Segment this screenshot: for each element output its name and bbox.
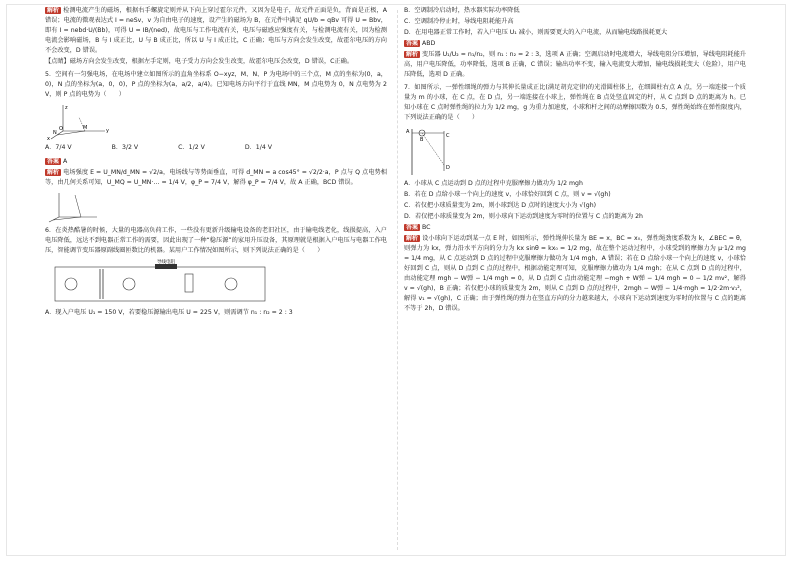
question-7-option-d-text: D．若仅把小球质量变为 2m，则小球向下运动到速度为零时的位置与 C 点的距离为 2h (404, 213, 643, 220)
circuit-diagram (45, 259, 275, 305)
pq-line (75, 195, 81, 217)
question-6-text: 6．在炎热酷暑的时候，大量的电器高负荷工作，一些没有更新升级输电设备的老旧社区，由于输电线老化，线损提高，入户电压降低，远达不到电器正常工作的需要，因此出现了一种“稳压源”的家用升压设备，其原理就是根据入户电压与电器工作电压，智能调节变压器原副线圈匝数比的机器。某用户工作情况如图所示，则下列说法正确的是（ ） (45, 227, 387, 254)
answer-tag: 答案 (47, 158, 60, 165)
origin-label: O (59, 126, 63, 132)
explanation-7 (404, 234, 746, 314)
y-label: y (106, 128, 109, 134)
column-separator (397, 10, 398, 550)
question-7-option-b-text: B．若在 D 点给小球一个向上的速度 v，小球恰好回到 C 点，则 v = √(gh) (404, 191, 611, 198)
question-6-option-c (404, 17, 746, 27)
spring-diagram (404, 125, 464, 177)
question-6 (45, 226, 387, 256)
question-6-option-d (404, 28, 746, 38)
explanation-5 (45, 168, 387, 188)
note-text: 【点睛】磁场方向会发生改变，根据左手定则，电子受力方向会发生改变，故霍尔电压会改变，D 错误，C (45, 58, 335, 65)
question-7-option-d (404, 212, 746, 222)
m-label: M (83, 125, 88, 131)
label-b: B (420, 137, 424, 143)
question-7-option-a (404, 179, 746, 189)
answer-5 (45, 157, 387, 167)
analysis-tag: 解析 (406, 51, 419, 58)
question-7-option-c (404, 201, 746, 211)
explanation-6 (404, 50, 746, 80)
answer-6-value: ABD (422, 40, 436, 47)
z-label: z (65, 105, 68, 111)
question-7-option-b (404, 190, 746, 200)
option-b: B．3/2 V (111, 144, 139, 151)
circuit-outline (55, 267, 265, 301)
mn-line-2 (53, 217, 81, 220)
x-label: x (47, 136, 50, 141)
rope-diagonal (422, 133, 444, 165)
left-column (45, 6, 387, 319)
explanation-5-text: 电场强度 E = U_MN/d_MN = √2/a，电场线与等势面垂直，可得 d_MN = a cos45° = √2/2·a，P 点与 Q 点电势相等，由几何关系可知，U_MQ = U_MN·… = 1/4 V，φ_P = 7/4 V，解得 φ_P = 7/4 V，故 A 正确，BCD 错误。 (45, 169, 387, 186)
analysis-tag: 解析 (47, 169, 60, 176)
question-7-option-c-text: C．若仅把小球质量变为 2m，则小球到达 D 点时的速度大小为 √(gh) (404, 202, 597, 209)
air-conditioner (225, 278, 237, 290)
question-6-option-b-text: B．空调制冷启动时，热水器实际功率降低 (404, 7, 520, 14)
n-label: N (53, 130, 57, 136)
question-6-option-a-text: A．现入户电压 U₁ = 150 V，若要稳压源输出电压 U = 225 V，则需调节 n₁ : n₂ = 2 : 3 (45, 309, 293, 316)
coordinate-diagram (45, 101, 115, 141)
label-c: C (446, 133, 450, 139)
circuit-figure (45, 259, 275, 305)
analysis-paragraph (45, 6, 387, 56)
question-5-options (45, 143, 387, 153)
answer-7 (404, 223, 746, 233)
question-6-option-a (45, 308, 387, 318)
input-voltmeter (65, 278, 77, 290)
answer-7-value: BC (422, 224, 431, 231)
coordinate-figure (45, 101, 115, 141)
mn-diagram (45, 189, 105, 223)
question-7 (404, 83, 746, 123)
note-paragraph (45, 57, 387, 67)
option-d: D．1/4 V (244, 144, 272, 151)
explanation-7-text: 设小球向下运动到某一点 E 时，如图所示，弹性绳伸长量为 BE = x，BC = x₀，弹性绳劲度系数为 k，∠BEC = θ，则弹力为 kx，弹力沿水平方向的分力为 kx sinθ = kx₀ = 1/2 mg，故在整个运动过程中，小球受到的摩擦力为 μ·1/2 mg = 1/4 mg，从 C 点运动到 D 点的过程中克服摩擦力做功为 1/4 mgh，A 错误；若在 D 点给小球一个向上的速度 v，小球恰好回到 C 点，则从 D 点到 C 点的过程中，根据动能定理可知，克服摩擦力做功为 1/4 mgh；在从 C 点到 D 点的过程中，由动能定理 mgh − W弹 − 1/4 mgh = 0，从 D 点到 C 点由动能定理 −mgh + W弹 − 1/4 mgh = 0 − 1/2 mv²，解得 v = √(gh)，B 正确；若仅把小球的质量变为 2m，则从 C 点到 D 点的过程中，2mgh − W弹 − 1/4·mgh = 1/2·2m·v₁²，解得 v₁ = √(gh)，C 正确；由于弹性绳的弹力在竖直方向的分力越来越大，小球向下运动到速度为零时的位置与 C 点的距离不等于 2h，D 错误。 (404, 235, 746, 312)
question-7-option-a-text: A．小球从 C 点运动到 D 点的过程中克服摩擦力做功为 1/2 mgh (404, 180, 583, 187)
answer-tag: 答案 (406, 40, 419, 47)
right-column (404, 6, 746, 315)
question-6-option-c-text: C．空调制冷停止时，导线电阻耗能升高 (404, 18, 514, 25)
analysis-tag: 解析 (406, 235, 419, 242)
question-6-option-d-text: D．在用电器正常工作时，若入户电压 U₁ 减小，则需要更大的入户电流，从而输电线路损耗更大 (404, 29, 668, 36)
note-text-end: 正确。 (334, 58, 354, 65)
question-5 (45, 70, 387, 100)
explanation-6-text: 变压器 U₁/U₂ = n₁/n₂，则 n₁ : n₂ = 2 : 3，选项 A 正确；空调启动时电流增大，导线电阻分压增加，导线电阻耗能升高，用户电压降低，功率降低，选项 B 正确，C 错误；输出功率不变，输入电流变大增加，输电线损耗变大（危险），用户电压降低，选项 D 正确。 (404, 51, 746, 78)
answer-6 (404, 39, 746, 49)
water-heater (185, 274, 193, 292)
option-c: C．1/2 V (178, 144, 205, 151)
answer-5-value: A (63, 158, 68, 165)
spring-figure (404, 125, 464, 177)
resistor-label: 导线电阻 (157, 260, 175, 265)
answer-tag: 答案 (406, 224, 419, 231)
option-a: A．7/4 V (45, 144, 72, 151)
output-voltmeter (123, 278, 135, 290)
analysis-tag: 解析 (47, 7, 60, 14)
label-a: A (406, 129, 410, 135)
question-5-text: 5．空间有一匀强电场，在电场中建立如图所示的直角坐标系 O−xyz，M、N、P 为电场中的三个点，M 点的坐标为(0，a，0)，N 点的坐标为(a，0，0)，P 点的坐标为(a，a/2，a/4)。已知电场方向平行于直线 MN，M 点电势为 0，N 点电势为 2 V，则 P 点的电势为（ ） (45, 71, 387, 98)
question-6-option-b (404, 6, 746, 16)
question-7-text: 7．如图所示，一弹性细绳的弹力与其伸长量成正比(满足胡克定律)的光滑圆柱体上，在细圆柱右点 A 点，另一端连接一个质量为 m 的小球，在 C 点，在 D 点，另一端连接在小球上，弹性绳在 B 点处竖直固定的杆，从 C 点到 D 点的距离为 h。已知小球在 C 点时弹性绳的拉力为 1/2 mg，g 为重力加速度，小球和杆之间的动摩擦因数为 0.5，弹性绳始终在弹性限度内，下列说法正确的是（ ） (404, 84, 746, 121)
analysis-text: 检测电流产生的磁场，根据右手螺旋定则并从下向上穿过霍尔元件，又因为是电子，故元件正面是负，背面是正极，A 错误；电流的微观表达式 I = neSv，v 为自由电子的速度，设产生的磁场为 B，在元件中满足 qU/b = qBv 可得 U = Bbv，即有 I = nebd·U/(Bb)，可得 U = IB/(ned)，故电压与工作电流有关，电压与磁感应强度有关，与检测电流有关，因为检测电流会影响磁场，B 与 I 成正比，U 与 B 成正比，所以 U 与 I 成正比，C 正确；电压与方向会发生改变，故霍尔电压的方向不会改变，D 错误。 (45, 7, 387, 54)
label-d: D (446, 165, 450, 171)
mn-figure (45, 189, 105, 223)
